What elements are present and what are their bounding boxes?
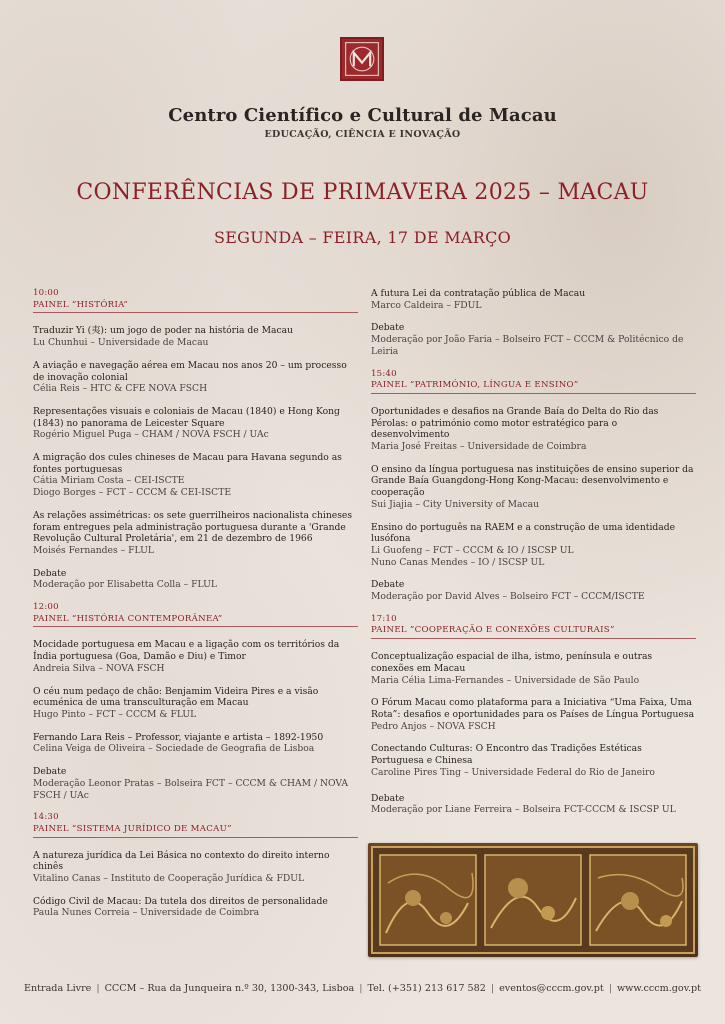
program-left-column xyxy=(33,288,358,930)
talk-title: Mocidade portuguesa em Macau e a ligação com os territórios da Índia portuguesa (Goa, Damão e Diu) e Timor xyxy=(33,639,340,663)
debate-item xyxy=(33,568,358,591)
talk-title: Oportunidades e desafios na Grande Baía do Delta do Rio das Pérolas: o património como motor estratégico para o desenvolvimento xyxy=(371,405,659,441)
talk-speaker: Hugo Pinto – FCT – CCCM & FLUL xyxy=(33,708,197,720)
session-panel-title: PAINEL “HISTÓRIA CONTEMPORÂNEA” xyxy=(33,614,358,628)
cccm-logo xyxy=(340,37,384,81)
session-panel-title: PAINEL “SISTEMA JURÍDICO DE MACAU” xyxy=(33,824,358,838)
footer-address: CCCM – Rua da Junqueira n.º 30, 1300-343, Lisboa xyxy=(104,983,355,994)
debate-title: Debate xyxy=(371,579,405,591)
footer xyxy=(0,983,725,994)
talk-speaker: Maria Célia Lima-Fernandes – Universidade de São Paulo xyxy=(371,674,640,686)
talk-speaker: Pedro Anjos – NOVA FSCH xyxy=(371,720,496,732)
footer-phone: Tel. (+351) 213 617 582 xyxy=(367,983,486,994)
talk-speaker: Sui Jiajia – City University of Macau xyxy=(371,498,539,510)
divider: | xyxy=(490,983,495,994)
debate-title: Debate xyxy=(371,792,405,804)
session-time: 12:00 xyxy=(33,602,59,613)
session-time: 10:00 xyxy=(33,288,59,298)
debate-item xyxy=(371,322,696,357)
org-name: Centro Científico e Cultural de Macau xyxy=(168,105,557,126)
talk-item xyxy=(371,697,696,732)
talk-speaker: Marco Caldeira – FDUL xyxy=(371,299,482,311)
session-time: 14:30 xyxy=(33,812,59,823)
talk-speaker: Caroline Pires Ting – Universidade Federal do Rio de Janeiro xyxy=(371,766,655,778)
session-panel-title: PAINEL “HISTÓRIA” xyxy=(33,300,358,314)
talk-speaker: Nuno Canas Mendes – IO / ISCSP UL xyxy=(371,556,545,568)
talk-item xyxy=(371,651,696,686)
debate-moderator: Moderação por Liane Ferreira – Bolseira FCT-CCCM & ISCSP UL xyxy=(371,804,676,816)
talk-title: A natureza jurídica da Lei Básica no contexto do direito interno chinês xyxy=(33,849,330,873)
talk-item xyxy=(33,325,358,348)
talk-speaker: Moisés Fernandes – FLUL xyxy=(33,544,154,556)
talk-item xyxy=(371,288,696,311)
talk-title: Conceptualização espacial de ilha, istmo, península e outras conexões em Macau xyxy=(371,651,653,674)
debate-title: Debate xyxy=(371,322,405,334)
talk-item xyxy=(33,452,358,499)
footer-website-link[interactable]: www.cccm.gov.pt xyxy=(616,983,702,994)
talk-speaker: Li Guofeng – FCT – CCCM & IO / ISCSP UL xyxy=(371,544,574,556)
talk-title: Conectando Culturas: O Encontro das Tradições Estéticas Portuguesa e Chinesa xyxy=(371,743,642,767)
talk-speaker: Celina Veiga de Oliveira – Sociedade de Geografia de Lisboa xyxy=(33,743,315,755)
session-panel-title: PAINEL “COOPERAÇÃO E CONEXÕES CULTURAIS” xyxy=(371,625,696,639)
talk-item xyxy=(371,464,696,511)
talk-speaker: Lu Chunhui – Universidade de Macau xyxy=(33,337,209,349)
org-tagline: EDUCAÇÃO, CIÊNCIA E INOVAÇÃO xyxy=(264,129,461,140)
talk-title: A futura Lei da contratação pública de Macau xyxy=(371,288,586,299)
session-time: 17:10 xyxy=(371,613,397,624)
debate-item xyxy=(33,766,358,801)
talk-title: Código Civil de Macau: Da tutela dos direitos de personalidade xyxy=(33,895,328,907)
talk-title: Ensino do português na RAEM e a construção de uma identidade lusófona xyxy=(371,521,676,545)
talk-title: A migração dos cules chineses de Macau para Havana segundo as fontes portuguesas xyxy=(33,452,342,475)
talk-item xyxy=(371,406,696,453)
divider: | xyxy=(608,983,612,994)
talk-speaker: Rogério Miguel Puga – CHAM / NOVA FSCH / UAc xyxy=(33,429,269,441)
talk-title: As relações assimétricas: os sete guerrilheiros nacionalista chineses foram entregues pela administração portuguesa durante a 'Grande Revolução Cultural Proletária', em 21 de dezembro de 1966 xyxy=(33,509,353,545)
talk-item xyxy=(33,732,358,755)
debate-title: Debate xyxy=(33,567,67,579)
talk-item xyxy=(33,639,358,674)
debate-item xyxy=(371,793,696,816)
talk-speaker: Célia Reis – HTC & CFE NOVA FSCH xyxy=(33,383,208,395)
talk-title: O ensino da língua portuguesa nas instituições de ensino superior da Grande Baía Guangdong-Hong Kong-Macau: desenvolvimento e cooperação xyxy=(371,463,694,499)
talk-speaker: Paula Nunes Correia – Universidade de Coimbra xyxy=(33,907,260,919)
debate-moderator: Moderação Leonor Pratas – Bolseira FCT – CCCM & CHAM / NOVA FSCH / UAc xyxy=(33,777,349,801)
talk-title: Traduzir Yi (夷): um jogo de poder na história de Macau xyxy=(33,325,294,337)
talk-item xyxy=(33,360,358,395)
divider: | xyxy=(96,983,100,994)
talk-item xyxy=(33,850,358,885)
program-right-column xyxy=(371,288,696,827)
talk-title: Representações visuais e coloniais de Macau (1840) e Hong Kong (1843) no panorama de Leicester Square xyxy=(33,405,340,429)
footer-email-link[interactable]: eventos@cccm.gov.pt xyxy=(499,983,604,994)
talk-speaker: Maria José Freitas – Universidade de Coimbra xyxy=(371,441,587,453)
page-subtitle: SEGUNDA – FEIRA, 17 DE MARÇO xyxy=(213,228,512,247)
footer-entrance: Entrada Livre xyxy=(23,983,92,994)
divider: | xyxy=(359,983,363,994)
talk-speaker: Vitalino Canas – Instituto de Cooperação Jurídica & FDUL xyxy=(33,873,305,885)
carved-wood-panel-image xyxy=(368,843,698,957)
talk-speaker: Andreia Silva – NOVA FSCH xyxy=(33,662,165,674)
talk-speaker: Cátia Miriam Costa – CEI-ISCTE xyxy=(33,475,185,487)
talk-title: A aviação e navegação aérea em Macau nos anos 20 – um processo de inovação colonial xyxy=(33,359,347,383)
debate-moderator: Moderação por David Alves – Bolseiro FCT – CCCM/ISCTE xyxy=(371,591,645,603)
session-panel-title: PAINEL “PATRIMÓNIO, LÍNGUA E ENSINO” xyxy=(371,380,696,394)
debate-moderator: Moderação por João Faria – Bolseiro FCT – CCCM & Politécnico de Leiria xyxy=(371,334,684,357)
page-title: CONFERÊNCIAS DE PRIMAVERA 2025 – MACAU xyxy=(76,180,649,205)
talk-item xyxy=(33,896,358,919)
talk-item xyxy=(33,510,358,557)
talk-item xyxy=(371,522,696,569)
talk-item xyxy=(371,743,696,778)
talk-item xyxy=(33,686,358,721)
talk-title: O Fórum Macau como plataforma para a Iniciativa “Uma Faixa, Uma Rota”: desafios e oportunidades para os Países de Língua Portuguesa xyxy=(371,697,695,720)
talk-item xyxy=(33,406,358,441)
talk-speaker: Diogo Borges – FCT – CCCM & CEI-ISCTE xyxy=(33,487,232,499)
talk-title: Fernando Lara Reis – Professor, viajante e artista – 1892-1950 xyxy=(33,731,324,743)
talk-title: O céu num pedaço de chão: Benjamim Videira Pires e a visão ecuménica de uma transculturação em Macau xyxy=(33,685,319,709)
debate-title: Debate xyxy=(33,766,67,778)
debate-moderator: Moderação por Elisabetta Colla – FLUL xyxy=(33,579,217,591)
debate-item xyxy=(371,579,696,602)
session-time: 15:40 xyxy=(371,368,397,379)
